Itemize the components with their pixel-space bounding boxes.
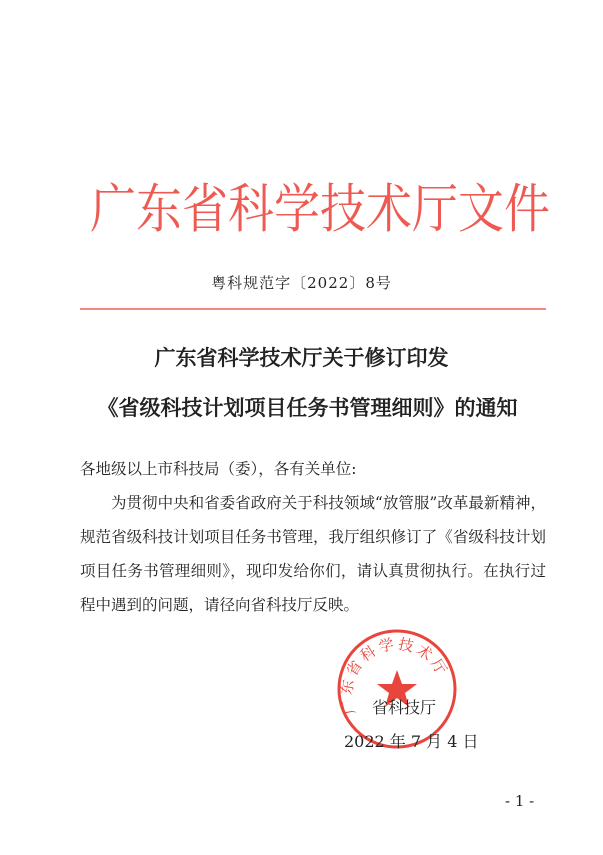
title-line-2: 《省级科技计划项目任务书管理细则》的通知 xyxy=(97,396,518,420)
header-char: 文 xyxy=(458,177,504,240)
header-char: 学 xyxy=(274,177,320,240)
issue-date: 2022 年 7 月 4 日 xyxy=(344,732,479,751)
header-char: 科 xyxy=(228,177,274,240)
header-char: 广 xyxy=(90,177,136,240)
header-char: 省 xyxy=(182,177,228,240)
body-paragraph: 为贯彻中央和省委省政府关于科技领域“放管服”改革最新精神，规范省级科技计划项目任务书管理，我厅组织修订了《省级科技计划项目任务书管理细则》，现印发给你们，请认真贯彻执行。在执行过程中遇到的问题，请径向省科技厅反映。 xyxy=(80,494,546,614)
header-char: 术 xyxy=(366,177,412,240)
page-number: - 1 - xyxy=(505,792,535,810)
red-divider xyxy=(80,308,546,310)
header-char: 厅 xyxy=(412,177,458,240)
header-char: 东 xyxy=(136,177,182,240)
document-number: 粤科规范字〔2022〕8号 xyxy=(211,274,392,292)
header-char: 技 xyxy=(320,177,366,240)
salutation: 各地级以上市科技局（委），各有关单位: xyxy=(80,460,357,478)
header-char: 件 xyxy=(504,177,550,240)
signature: 省科技厅 xyxy=(372,698,437,717)
document-body xyxy=(80,452,546,622)
seal-text: 广东省科学技术厅 xyxy=(337,634,452,717)
title-line-1: 广东省科学技术厅关于修订印发 xyxy=(154,346,449,370)
document-header xyxy=(90,167,550,243)
